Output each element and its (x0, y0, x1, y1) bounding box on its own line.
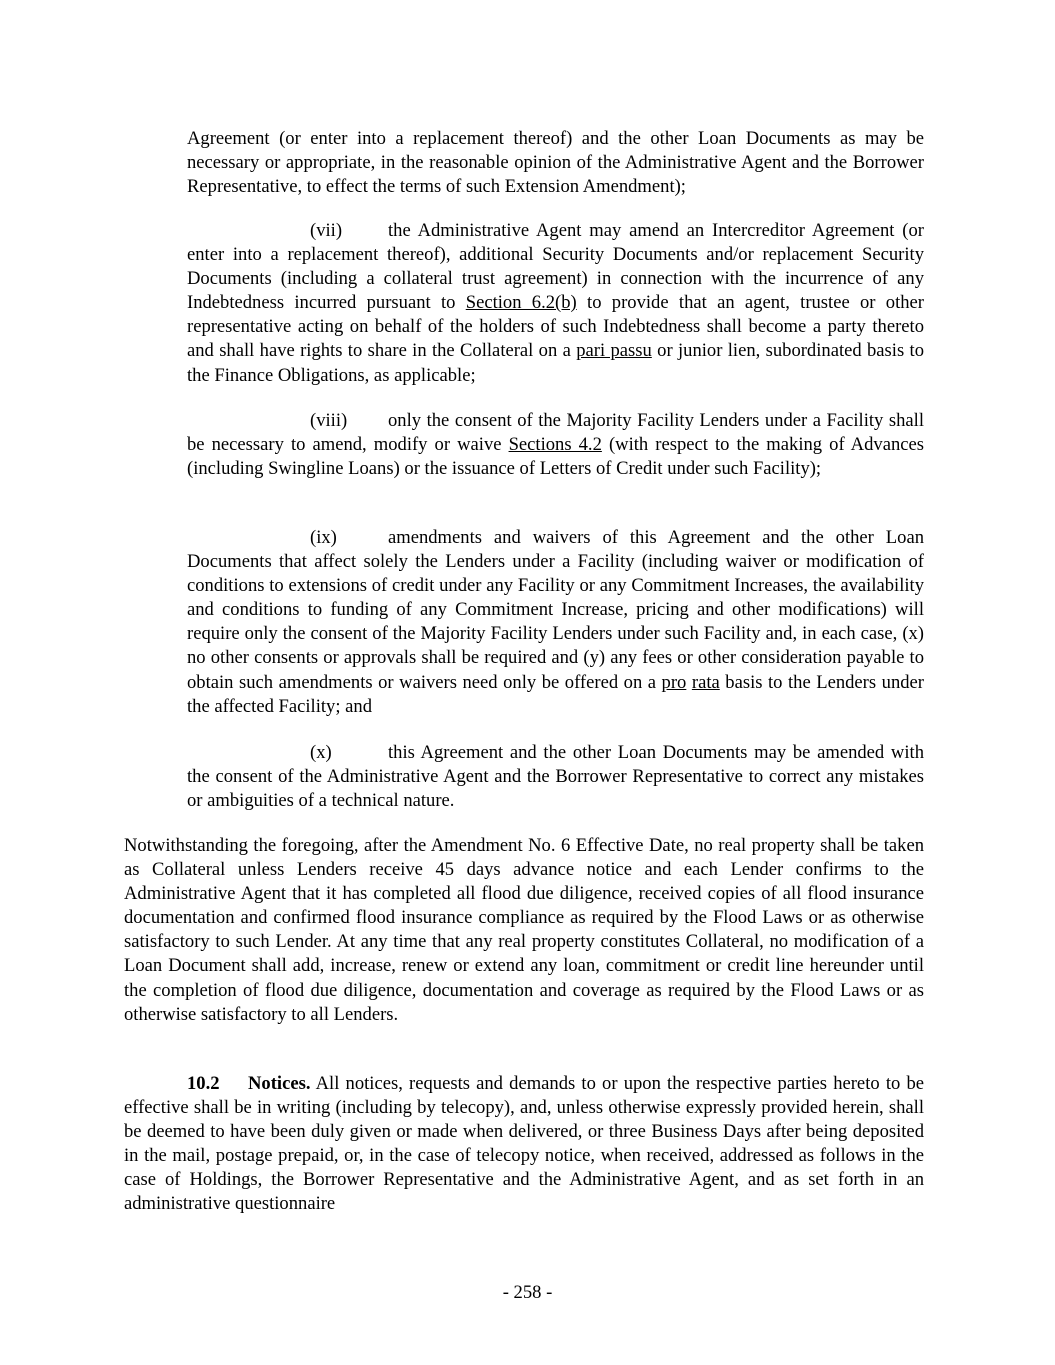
section-reference-link[interactable]: Section 6.2(b) (465, 292, 577, 314)
clause-vii (187, 219, 924, 388)
clause-x (187, 741, 924, 813)
clause-text-cont: to provide that an agent, trustee or other representative acting on behalf of the holders of such Indebtedness shall become a party thereto and shall have rights to share in the Collateral on a (187, 292, 925, 362)
paragraph-text: Notwithstanding the foregoing, after the Amendment No. 6 Effective Date, no real property shall be taken as Collateral unless Lenders receive 45 days advance notice and each Lender confirms to the Administrative Agent that it has completed all flood due diligence, received copies of all flood insurance documentation and confirmed flood insurance compliance as required by the Flood Laws or as otherwise satisfactory to such Lender. At any time that any real property constitutes Collateral, no modification of a Loan Document shall add, increase, renew or extend any loan, commitment or credit line hereunder until the completion of flood due diligence, documentation and coverage as required by the Flood Laws or as otherwise satisfactory to all Lenders. (124, 835, 924, 1025)
pari-passu-term: pari passu (576, 340, 652, 362)
clause-text: only the consent of the Majority Facility Lenders under a Facility shall be necessary to amend, modify or waive (187, 410, 924, 456)
paragraph-flood-provision (124, 834, 924, 1027)
clause-text-end: basis to the Lenders under the affected Facility; and (187, 671, 924, 717)
section-title: Notices. (248, 1073, 311, 1094)
clause-text: this Agreement and the other Loan Documents may be amended with the consent of the Administrative Agent and the Borrower Representative to correct any mistakes or ambiguities of a technical nature. (187, 742, 924, 812)
clause-number: (viii) (310, 410, 348, 431)
clause-number: (vii) (310, 220, 343, 241)
section-10-2-notices (124, 1072, 924, 1217)
paragraph-text: Agreement (or enter into a replacement thereof) and the other Loan Documents as may be necessary or appropriate, in the reasonable opinion of the Administrative Agent and the Borrower Representative, to effect the terms of such Extension Amendment); (187, 128, 924, 198)
clause-ix (187, 526, 924, 719)
clause-text: amendments and waivers of this Agreement and the other Loan Documents that affect solely the Lenders under a Facility (including waiver or modification of conditions to extensions of credit under any Facility or any Commitment Increases, the availability and conditions to funding of any Commitment Increase, pricing and other modifications) will require only the consent of the Majority Facility Lenders under such Facility and, in each case, (x) no other consents or approvals shall be required and (y) any fees or other consideration payable to obtain such amendments or waivers need only be offered on a (187, 527, 924, 693)
clause-number: (ix) (310, 527, 337, 548)
clause-number: (x) (310, 742, 332, 763)
clause-viii (187, 409, 924, 481)
section-text: All notices, requests and demands to or upon the respective parties hereto to be effective shall be in writing (including by telecopy), and, unless otherwise expressly provided herein, shall be deemed to have been duly given or made when delivered, or three Business Days after being deposited in the mail, postage prepaid, or, in the case of telecopy notice, when received, addressed as follows in the case of Holdings, the Borrower Representative and the Administrative Agent, and as set forth in an administrative questionnaire (124, 1073, 924, 1215)
clause-text-cont: (with respect to the making of Advances (including Swingline Loans) or the issuance of Letters of Credit under such Facility); (187, 434, 924, 480)
clause-text-end: or junior lien, subordinated basis to the Finance Obligations, as applicable; (187, 340, 924, 386)
paragraph-extension-amendment-continued (187, 127, 924, 199)
pro-term: pro (661, 671, 687, 693)
page-number: - 258 - (502, 1282, 553, 1303)
section-number: 10.2 (187, 1073, 220, 1094)
section-reference-link[interactable]: Sections 4.2 (508, 434, 602, 456)
clause-text: the Administrative Agent may amend an Intercreditor Agreement (or enter into a replacement thereof), additional Security Documents and/or replacement Security Documents (including a collateral trust agreement) in connection with the incurrence of any Indebtedness incurred pursuant to (187, 220, 924, 314)
rata-term: rata (691, 671, 720, 693)
